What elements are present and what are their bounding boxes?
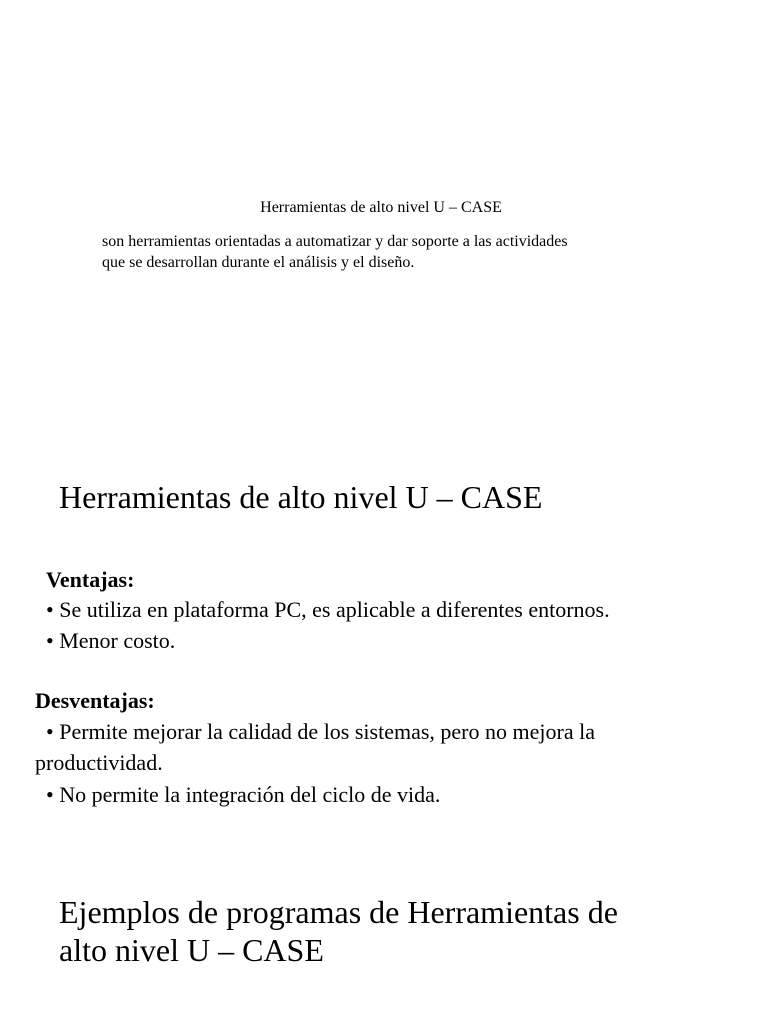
desventajas-item: • No permite la integración del ciclo de vida. [46, 782, 441, 807]
desventajas-heading: Desventajas: [35, 688, 155, 713]
slide1-description-line: son herramientas orientadas a automatizar y dar soporte a las actividades [102, 233, 568, 250]
ventajas-item: • Se utiliza en plataforma PC, es aplicable a diferentes entornos. [46, 597, 610, 622]
slide1-description [102, 231, 702, 273]
slide3-title-line: Ejemplos de programas de Herramientas de [59, 894, 618, 930]
desventajas-item-continuation: productividad. [35, 750, 163, 775]
slide1-description-line: que se desarrollan durante el análisis y el diseño. [102, 254, 415, 271]
slide3-title-line: alto nivel U – CASE [59, 932, 324, 968]
desventajas-item: • Permite mejorar la calidad de los sistemas, pero no mejora la [46, 719, 595, 744]
ventajas-item: • Menor costo. [46, 628, 176, 653]
slide3-title [59, 893, 739, 969]
slide1-title: Herramientas de alto nivel U – CASE [260, 199, 502, 216]
slide2-title: Herramientas de alto nivel U – CASE [59, 479, 543, 515]
ventajas-heading: Ventajas: [46, 567, 135, 592]
